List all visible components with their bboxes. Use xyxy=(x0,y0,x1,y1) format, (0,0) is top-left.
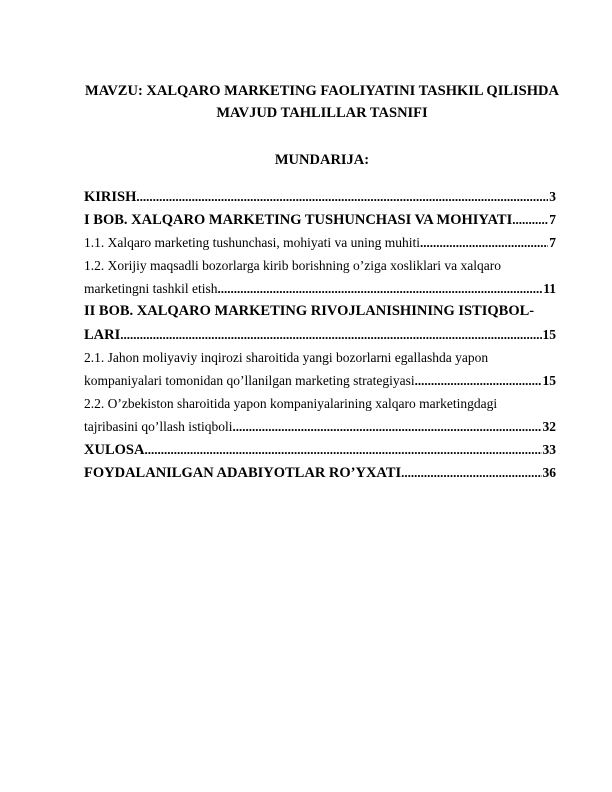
toc-entry-text: LARI xyxy=(84,327,121,343)
toc-entry-text: kompaniyalari tomonidan qo’llanilgan marketing strategiyasi xyxy=(84,373,415,388)
toc-entry-text: FOYDALANILGAN ADABIYOTLAR RO’YXATI xyxy=(84,465,402,481)
toc-entry-text: 2.1. Jahon moliyaviy inqirozi sharoitida yangi bozorlarni egallashda yapon xyxy=(84,350,489,365)
toc-entry-bibliography[interactable] xyxy=(84,461,556,484)
toc-entry-xulosa[interactable] xyxy=(84,438,556,461)
toc-page-number: 32 xyxy=(542,419,556,434)
toc-entry-chapter-2-line-1[interactable] xyxy=(84,300,556,323)
toc-leader-dots xyxy=(415,369,542,392)
toc-page-number: 7 xyxy=(549,235,556,250)
toc-entry-section-2-1-line-1[interactable] xyxy=(84,346,556,369)
toc-entry-section-1-2-line-2[interactable] xyxy=(84,277,556,300)
toc-leader-dots xyxy=(136,185,548,208)
toc-page-number: 11 xyxy=(543,281,556,296)
toc-entry-kirish[interactable] xyxy=(84,185,556,208)
toc-entry-text: marketingni tashkil etish xyxy=(84,281,218,296)
toc-leader-dots xyxy=(144,438,541,461)
toc-page-number: 33 xyxy=(542,442,556,457)
toc-leader-dots xyxy=(233,415,542,438)
toc-page-number: 15 xyxy=(542,373,556,388)
title-line-1: MAVZU: XALQARO MARKETING FAOLIYATINI TASHKIL QILISHDA xyxy=(85,83,559,99)
toc-leader-dots xyxy=(512,208,548,231)
table-of-contents xyxy=(84,185,556,484)
toc-leader-dots xyxy=(120,323,541,346)
toc-leader-dots xyxy=(217,277,542,300)
toc-entry-text: tajribasini qo’llash istiqboli xyxy=(84,419,233,434)
toc-entry-text: 1.1. Xalqaro marketing tushunchasi, mohiyati va uning muhiti xyxy=(84,235,420,250)
toc-entry-section-2-2-line-2[interactable] xyxy=(84,415,556,438)
toc-entry-chapter-1[interactable] xyxy=(84,208,556,231)
toc-leader-dots xyxy=(401,461,541,484)
toc-leader-dots xyxy=(420,231,548,254)
toc-entry-section-2-1-line-2[interactable] xyxy=(84,369,556,392)
toc-page-number: 36 xyxy=(542,465,556,480)
toc-entry-text: KIRISH xyxy=(84,189,137,205)
page-title xyxy=(84,80,560,124)
toc-entry-text: 1.2. Xorijiy maqsadli bozorlarga kirib borishning o’ziga xosliklari va xalqaro xyxy=(84,258,502,273)
toc-page-number: 15 xyxy=(542,327,556,342)
toc-entry-text: 2.2. O’zbekiston sharoitida yapon kompaniyalarining xalqaro marketingdagi xyxy=(84,396,498,411)
toc-entry-text: XULOSA xyxy=(84,442,145,458)
toc-entry-text: II BOB. XALQARO MARKETING RIVOJLANISHINING ISTIQBOL- xyxy=(84,303,535,319)
toc-entry-text: I BOB. XALQARO MARKETING TUSHUNCHASI VA MOHIYATI xyxy=(84,212,513,228)
contents-heading: MUNDARIJA: xyxy=(274,152,370,168)
toc-entry-section-1-2-line-1[interactable] xyxy=(84,254,556,277)
toc-entry-section-2-2-line-1[interactable] xyxy=(84,392,556,415)
toc-page-number: 7 xyxy=(549,212,556,227)
title-line-2: MAVJUD TAHLILLAR TASNIFI xyxy=(216,105,428,121)
toc-entry-chapter-2-line-2[interactable] xyxy=(84,323,556,346)
toc-entry-section-1-1[interactable] xyxy=(84,231,556,254)
toc-page-number: 3 xyxy=(549,189,556,204)
